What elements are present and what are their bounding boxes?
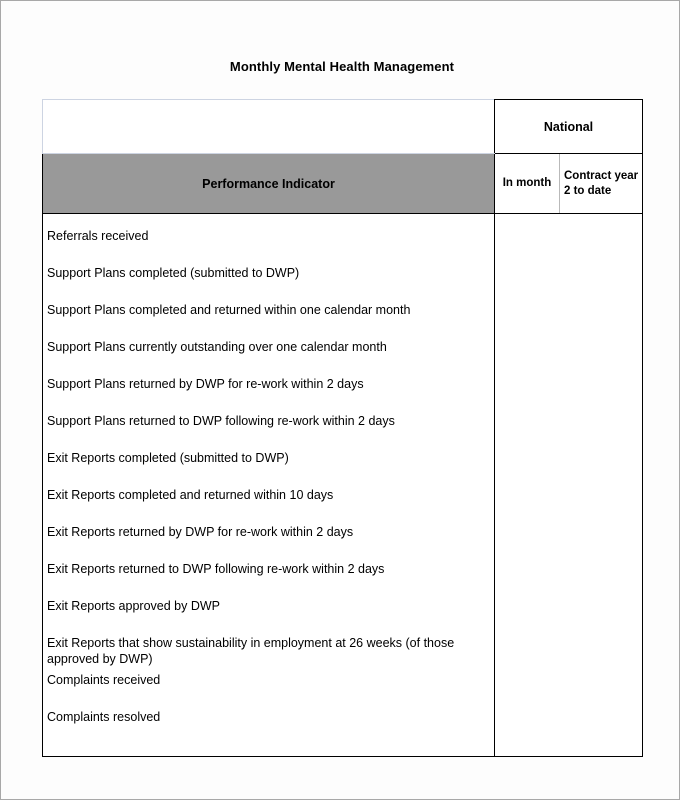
table-row [47, 524, 488, 561]
page-title: Monthly Mental Health Management [229, 59, 455, 74]
performance-indicator-table [42, 99, 643, 757]
column-header-in-month: In month [495, 154, 560, 214]
table-row [47, 487, 488, 524]
indicator-label: Exit Reports returned to DWP following re-work within 2 days [47, 562, 385, 576]
data-entry-area[interactable] [495, 214, 643, 757]
indicator-label: Referrals received [47, 229, 149, 243]
table-row [47, 376, 488, 413]
table-row [47, 265, 488, 302]
indicator-label: Support Plans returned to DWP following re-work within 2 days [47, 414, 395, 428]
table-row [47, 339, 488, 376]
table-body [43, 214, 643, 757]
table-row [47, 672, 488, 709]
indicator-label: Exit Reports completed and returned within 10 days [47, 488, 334, 502]
indicator-label: Complaints resolved [47, 710, 161, 724]
table-row [47, 450, 488, 487]
table-group-header-row [43, 100, 643, 154]
indicator-label: Support Plans currently outstanding over one calendar month [47, 340, 387, 354]
table-header [43, 100, 643, 214]
table-body-row [43, 214, 643, 757]
table-row [47, 561, 488, 598]
table-row [47, 302, 488, 339]
table-column-header-row [43, 154, 643, 214]
indicator-label: Support Plans completed (submitted to DWP) [47, 266, 300, 280]
column-group-header-national: National [495, 100, 643, 154]
table-row [47, 413, 488, 450]
corner-blank-cell [43, 100, 495, 154]
indicator-label: Complaints received [47, 673, 161, 687]
table-row [47, 228, 488, 265]
indicator-label: Exit Reports that show sustainability in employment at 26 weeks (of those approved by DWP) [47, 636, 455, 667]
indicator-list-cell [43, 214, 495, 757]
table-row [47, 598, 488, 635]
column-header-contract-year-to-date: Contract year 2 to date [560, 154, 643, 214]
column-header-performance-indicator: Performance Indicator [43, 154, 495, 214]
indicator-label: Exit Reports returned by DWP for re-work within 2 days [47, 525, 354, 539]
indicator-label: Exit Reports completed (submitted to DWP) [47, 451, 289, 465]
indicator-label: Support Plans completed and returned within one calendar month [47, 303, 411, 317]
table-row [47, 709, 488, 746]
indicator-label: Support Plans returned by DWP for re-work within 2 days [47, 377, 364, 391]
indicator-label: Exit Reports approved by DWP [47, 599, 220, 613]
table-row [47, 635, 488, 672]
